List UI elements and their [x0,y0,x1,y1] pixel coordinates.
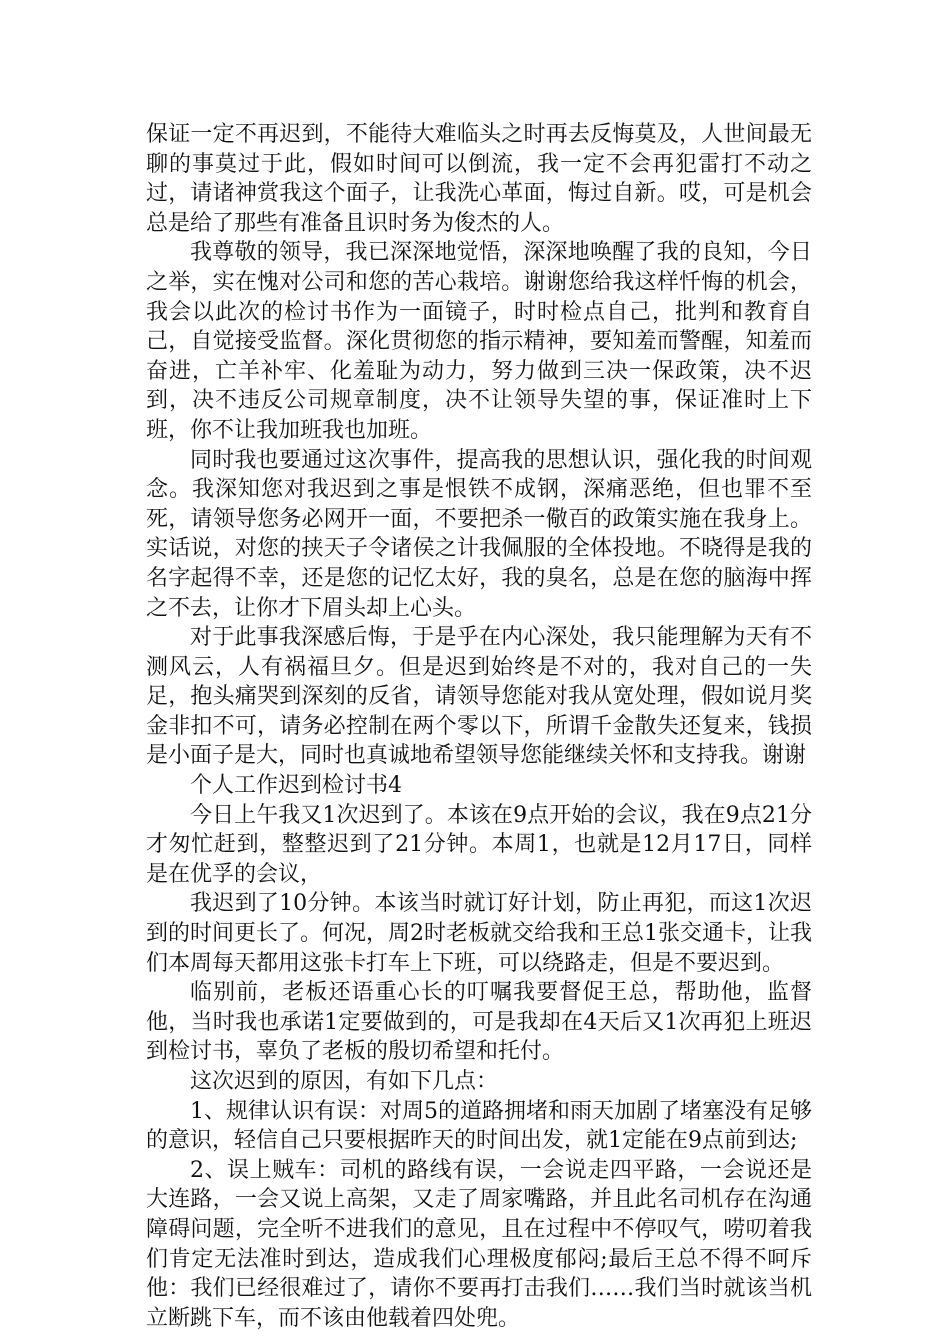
paragraph: 临别前，老板还语重心长的叮嘱我要督促王总，帮助他，监督他，当时我也承诺1定要做到的，可是我却在4天后又1次再犯上班迟到检讨书，辜负了老板的殷切希望和托付。 [146,980,812,1065]
paragraph: 这次迟到的原因，有如下几点： [190,1069,499,1094]
document-body [146,120,812,1333]
section-heading: 个人工作迟到检讨书4 [190,773,402,799]
paragraph: 今日上午我又1次迟到了。本该在9点开始的会议，我在9点21分才匆忙赶到，整整迟到了21分钟。本周1，也就是12月17日，同样是在优孚的会议， [146,802,812,887]
paragraph: 对于此事我深感后悔，于是乎在内心深处，我只能理解为天有不测风云，人有祸福旦夕。但是迟到始终是不对的，我对自己的一失足，抱头痛哭到深刻的反省，请领导您能对我从宽处理，假如说月奖金非扣不可，请务必控制在两个零以下，所谓千金散失还复来，钱损是小面子是大，同时也真诚地希望领导您能继续关怀和支持我。谢谢 [146,625,812,769]
paragraph: 我尊敬的领导，我已深深地觉悟，深深地唤醒了我的良知，今日之举，实在愧对公司和您的苦心栽培。谢谢您给我这样忏悔的机会，我会以此次的检讨书作为一面镜子，时时检点自己，批判和教育自己，自觉接受监督。深化贯彻您的指示精神，要知羞而警醒，知羞而奋进，亡羊补牢、化羞耻为动力，努力做到三决一保政策，决不迟到，决不违反公司规章制度，决不让领导失望的事，保证准时上下班，你不让我加班我也加班。 [146,240,812,443]
paragraph: 保证一定不再迟到，不能待大难临头之时再去反悔莫及，人世间最无聊的事莫过于此，假如时间可以倒流，我一定不会再犯雷打不动之过，请诸神赏我这个面子，让我洗心革面，悔过自新。哎，可是机会总是给了那些有准备且识时务为俊杰的人。 [146,122,812,236]
list-item: 2、误上贼车：司机的路线有误，一会说走四平路，一会说还是大连路，一会又说上高架，又走了周家嘴路，并且此名司机存在沟通障碍问题，完全听不进我们的意见，且在过程中不停叹气，唠叨着我们肯定无法准时到达，造成我们心理极度郁闷;最后王总不得不呵斥他：我们已经很难过了，请你不要再打击我们……我们当时就该当机立断跳下车，而不该由他载着四处兜。 [146,1157,812,1331]
paragraph: 我迟到了10分钟。本该当时就订好计划，防止再犯，而这1次迟到的时间更长了。何况，周2时老板就交给我和王总1张交通卡，让我们本周每天都用这张卡打车上下班，可以绕路走，但是不要迟到。 [146,891,812,976]
paragraph: 同时我也要通过这次事件，提高我的思想认识，强化我的时间观念。我深知您对我迟到之事是恨铁不成钢，深痛恶绝，但也罪不至死，请领导您务必网开一面，不要把杀一儆百的政策实施在我身上。实话说，对您的挟天子令诸侯之计我佩服的全体投地。不晓得是我的名字起得不幸，还是您的记忆太好，我的臭名，总是在您的脑海中挥之不去，让你才下眉头却上心头。 [146,447,812,621]
list-item: 1、规律认识有误：对周5的道路拥堵和雨天加剧了堵塞没有足够的意识，轻信自己只要根据昨天的时间出发，就1定能在9点前到达; [146,1098,812,1154]
